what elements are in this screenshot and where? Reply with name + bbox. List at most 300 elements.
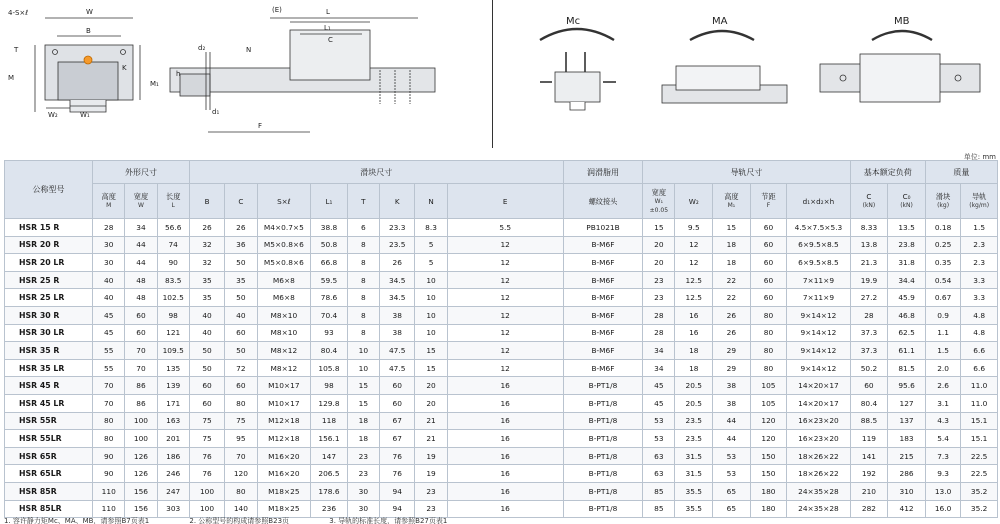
label-l1: L₁ [324,24,331,32]
table-cell: 26 [379,254,414,272]
table-cell: 0.9 [925,306,960,324]
table-cell: 10 [347,342,379,360]
table-cell: 29 [713,342,751,360]
table-cell: 15.1 [961,412,998,430]
table-cell: B-PT1/8 [563,482,643,500]
table-cell: 35.2 [961,482,998,500]
table-cell: 109.5 [157,342,189,360]
table-cell: 31.5 [675,465,713,483]
table-cell: 6 [347,219,379,237]
spec-table [4,160,998,518]
table-cell: 412 [888,500,926,518]
table-cell: 80 [93,412,125,430]
table-cell: 186 [157,447,189,465]
table-cell: 35.5 [675,500,713,518]
table-cell: 35.2 [961,500,998,518]
table-cell: 45 [643,394,675,412]
table-cell: 2.3 [961,236,998,254]
table-cell: 100 [125,430,157,448]
table-cell: 34 [125,219,157,237]
col-cdyn: C (kN) [850,184,888,219]
table-cell: 15 [713,219,751,237]
table-cell: 20 [643,236,675,254]
drawing-divider [492,0,493,148]
table-row [5,377,998,395]
table-cell: 0.25 [925,236,960,254]
table-cell: 67 [379,430,414,448]
table-cell: 40 [189,324,224,342]
table-cell: 11.0 [961,394,998,412]
table-cell: 12 [447,254,563,272]
table-cell: 35.5 [675,482,713,500]
table-cell: 44 [713,430,751,448]
table-cell: 50 [189,342,224,360]
table-cell: 81.5 [888,359,926,377]
header-block: 滑块尺寸 [189,161,563,184]
header-outer: 外形尺寸 [93,161,190,184]
table-cell: 236 [311,500,348,518]
table-cell: 36 [225,236,257,254]
table-cell: 23 [415,500,447,518]
model-cell: HSR 45 R [5,377,93,395]
spec-table-body [5,219,998,518]
table-cell: 60 [379,377,414,395]
table-cell: 23 [643,289,675,307]
table-cell: 119 [850,430,888,448]
label-k: K [122,64,127,72]
table-cell: B-M6F [563,359,643,377]
table-cell: 9.5 [675,219,713,237]
table-cell: 27.2 [850,289,888,307]
table-cell: 80 [225,482,257,500]
table-cell: 20 [415,394,447,412]
table-cell: 50.8 [311,236,348,254]
table-cell: 26 [713,324,751,342]
table-cell: 210 [850,482,888,500]
table-cell: 47.5 [379,359,414,377]
model-cell: HSR 30 R [5,306,93,324]
table-cell: 127 [888,394,926,412]
table-cell: M10×17 [257,377,311,395]
table-cell: 3.1 [925,394,960,412]
table-cell: 1.5 [961,219,998,237]
table-cell: 16 [447,412,563,430]
table-cell: 12.5 [675,271,713,289]
table-cell: 5.5 [447,219,563,237]
table-cell: 215 [888,447,926,465]
table-cell: 18 [675,359,713,377]
table-cell: 140 [225,500,257,518]
table-cell: 8 [347,289,379,307]
table-cell: 30 [347,482,379,500]
table-cell: 120 [750,412,787,430]
col-rail-height: 高度 M₁ [713,184,751,219]
table-cell: M5×0.8×6 [257,236,311,254]
table-cell: 59.5 [311,271,348,289]
table-cell: 38 [713,394,751,412]
table-cell: 23.3 [379,219,414,237]
table-cell: 37.3 [850,324,888,342]
table-cell: 0.18 [925,219,960,237]
table-cell: 28 [850,306,888,324]
table-row [5,412,998,430]
table-row [5,394,998,412]
model-cell: HSR 65R [5,447,93,465]
table-cell: 60 [125,306,157,324]
table-cell: 23.5 [675,430,713,448]
table-cell: M6×8 [257,271,311,289]
label-f: F [258,122,263,130]
col-width: 宽度 W [125,184,157,219]
table-cell: 18 [713,236,751,254]
table-cell: 88.5 [850,412,888,430]
table-cell: M18×25 [257,500,311,518]
table-cell: 110 [93,482,125,500]
table-cell: 70 [93,377,125,395]
table-cell: 38 [713,377,751,395]
table-cell: 15 [347,377,379,395]
table-cell: 7×11×9 [787,289,850,307]
table-cell: 100 [125,412,157,430]
table-cell: 12 [447,342,563,360]
table-cell: 46.8 [888,306,926,324]
table-cell: 18 [347,430,379,448]
table-cell: 26 [189,219,224,237]
table-cell: 10 [415,289,447,307]
table-cell: 156 [125,500,157,518]
table-cell: 50 [225,254,257,272]
label-w1: W₁ [80,111,90,119]
table-cell: 18 [713,254,751,272]
table-row [5,289,998,307]
drawing-svg [0,0,1000,150]
col-c: C [225,184,257,219]
moment-mc-drawing [540,29,616,110]
col-n: N [415,184,447,219]
table-cell: 4.8 [961,324,998,342]
table-cell: 13.0 [925,482,960,500]
table-cell: B-PT1/8 [563,377,643,395]
table-cell: 24×35×28 [787,482,850,500]
table-cell: 23 [415,482,447,500]
table-cell: 20.5 [675,394,713,412]
table-cell: 12 [447,359,563,377]
label-b: B [86,27,91,35]
table-cell: 12 [447,289,563,307]
col-rail-width: 宽度 W₁ ±0.05 [643,184,675,219]
header-lube: 润滑脂用 [563,161,643,184]
table-cell: 90 [93,465,125,483]
table-cell: 60 [750,236,787,254]
table-cell: 70 [93,394,125,412]
col-b: B [189,184,224,219]
table-cell: B-M6F [563,254,643,272]
table-cell: B-M6F [563,289,643,307]
col-pitch: 节距 F [750,184,787,219]
col-rail-mass: 导轨 (kg/m) [961,184,998,219]
table-cell: 13.8 [850,236,888,254]
table-cell: 60 [750,219,787,237]
table-cell: 156 [125,482,157,500]
table-cell: 78.6 [311,289,348,307]
table-cell: M12×18 [257,430,311,448]
table-row [5,254,998,272]
table-cell: 80 [750,324,787,342]
table-cell: 19.9 [850,271,888,289]
table-cell: 23.5 [675,412,713,430]
table-cell: 94 [379,482,414,500]
col-height: 高度 M [93,184,125,219]
table-cell: 40 [93,271,125,289]
table-cell: 53 [713,447,751,465]
label-l: L [326,8,330,16]
table-cell: 93 [311,324,348,342]
table-cell: 8 [347,254,379,272]
table-cell: 80 [93,430,125,448]
moment-mb-drawing [820,31,980,102]
table-cell: 48 [125,271,157,289]
table-cell: 1.1 [925,324,960,342]
model-cell: HSR 25 R [5,271,93,289]
table-cell: 86 [125,394,157,412]
table-cell: 34 [643,342,675,360]
table-cell: B-M6F [563,342,643,360]
table-cell: 16 [447,447,563,465]
table-cell: 95 [225,430,257,448]
table-cell: 6.6 [961,342,998,360]
table-cell: 38 [379,324,414,342]
table-cell: 16 [447,482,563,500]
table-cell: 310 [888,482,926,500]
table-cell: 8.33 [850,219,888,237]
table-cell: 12 [675,236,713,254]
table-cell: 120 [750,430,787,448]
header-load: 基本额定负荷 [850,161,925,184]
table-cell: 45 [93,324,125,342]
table-row [5,465,998,483]
table-cell: 18×26×22 [787,447,850,465]
table-cell: 3.3 [961,289,998,307]
table-cell: 150 [750,447,787,465]
footnote-3: 3. 导轨的标准长度，请参照B27页表1 [329,517,448,524]
table-cell: 44 [125,236,157,254]
col-d: d₁×d₂×h [787,184,850,219]
model-cell: HSR 45 LR [5,394,93,412]
table-cell: 15 [415,359,447,377]
table-row [5,482,998,500]
table-cell: 9×14×12 [787,342,850,360]
table-row [5,271,998,289]
table-cell: 31.8 [888,254,926,272]
table-cell: 30 [93,254,125,272]
table-cell: 201 [157,430,189,448]
table-cell: 8 [347,306,379,324]
table-cell: 156.1 [311,430,348,448]
table-cell: 12 [675,254,713,272]
table-cell: B-PT1/8 [563,430,643,448]
table-cell: 139 [157,377,189,395]
table-cell: 98 [157,306,189,324]
table-cell: 19 [415,447,447,465]
table-cell: 50.2 [850,359,888,377]
table-cell: 35 [189,289,224,307]
model-cell: HSR 35 LR [5,359,93,377]
table-cell: 15.1 [961,430,998,448]
table-cell: 180 [750,482,787,500]
table-cell: 10 [415,271,447,289]
table-cell: 80.4 [850,394,888,412]
table-row [5,236,998,254]
table-cell: 56.6 [157,219,189,237]
table-cell: 4.5×7.5×5.3 [787,219,850,237]
header-mass: 质量 [925,161,997,184]
table-cell: 20 [415,377,447,395]
table-cell: M10×17 [257,394,311,412]
table-cell: 247 [157,482,189,500]
label-e: (E) [272,6,282,14]
table-cell: 75 [225,412,257,430]
footnote-1: 1. 容许静力矩Mc、MA、MB，请参照B7页表1 [4,517,150,524]
model-cell: HSR 25 LR [5,289,93,307]
table-cell: 16 [447,465,563,483]
table-cell: 12 [447,271,563,289]
model-cell: HSR 55LR [5,430,93,448]
label-mb: MB [894,16,910,27]
table-cell: 18×26×22 [787,465,850,483]
table-cell: 102.5 [157,289,189,307]
table-cell: 63 [643,465,675,483]
table-cell: 15 [415,342,447,360]
table-cell: 10 [347,359,379,377]
table-cell: 47.5 [379,342,414,360]
unit-note: 单位: mm [963,153,996,161]
label-d2: d₂ [198,44,206,52]
table-cell: 76 [379,465,414,483]
table-cell: 246 [157,465,189,483]
col-block-mass: 滑块 (kg) [925,184,960,219]
table-cell: 55 [93,342,125,360]
table-cell: 48 [125,289,157,307]
table-cell: 2.3 [961,254,998,272]
table-cell: 26 [225,219,257,237]
table-cell: M16×20 [257,465,311,483]
table-cell: 147 [311,447,348,465]
col-cstat: C₀ (kN) [888,184,926,219]
col-k: K [379,184,414,219]
table-cell: 38 [379,306,414,324]
table-cell: 80 [750,342,787,360]
table-cell: 14×20×17 [787,377,850,395]
header-rail: 导轨尺寸 [643,161,850,184]
table-cell: 95.6 [888,377,926,395]
table-cell: 21 [415,430,447,448]
table-cell: 9×14×12 [787,359,850,377]
label-m1: M₁ [150,80,159,88]
table-cell: M18×25 [257,482,311,500]
table-cell: 100 [189,500,224,518]
table-cell: 44 [713,412,751,430]
table-cell: 2.6 [925,377,960,395]
table-cell: 12 [447,306,563,324]
model-cell: HSR 55R [5,412,93,430]
table-cell: 37.3 [850,342,888,360]
table-cell: 65 [713,482,751,500]
table-cell: 0.54 [925,271,960,289]
table-cell: M8×10 [257,324,311,342]
model-cell: HSR 35 R [5,342,93,360]
table-cell: 23.5 [379,236,414,254]
table-cell: 76 [379,447,414,465]
table-cell: 118 [311,412,348,430]
table-cell: 163 [157,412,189,430]
table-cell: 121 [157,324,189,342]
table-cell: 60 [379,394,414,412]
table-cell: 30 [93,236,125,254]
label-n: N [246,46,252,54]
table-cell: 16 [675,306,713,324]
table-cell: 40 [225,306,257,324]
table-cell: 5 [415,254,447,272]
table-cell: 60 [189,377,224,395]
table-cell: 303 [157,500,189,518]
table-cell: 29 [713,359,751,377]
table-cell: 171 [157,394,189,412]
table-cell: 38.8 [311,219,348,237]
table-cell: 12 [447,324,563,342]
table-cell: 9×14×12 [787,306,850,324]
table-cell: 53 [643,412,675,430]
table-cell: 45 [93,306,125,324]
table-row [5,219,998,237]
table-cell: 15 [347,394,379,412]
col-lube: 螺纹接头 [563,184,643,219]
table-cell: 62.5 [888,324,926,342]
table-cell: 85 [643,500,675,518]
table-cell: 11.0 [961,377,998,395]
table-cell: 44 [125,254,157,272]
footnote-2: 2. 公称型号的构成请参照B23页 [189,517,290,524]
label-h: h [176,70,181,78]
table-cell: 60 [189,394,224,412]
table-cell: 126 [125,447,157,465]
table-cell: 13.5 [888,219,926,237]
table-cell: 23 [643,271,675,289]
table-cell: 129.8 [311,394,348,412]
table-cell: 66.8 [311,254,348,272]
table-cell: 35 [225,271,257,289]
model-cell: HSR 65LR [5,465,93,483]
table-cell: 85 [643,482,675,500]
table-cell: 110 [93,500,125,518]
table-cell: PB1021B [563,219,643,237]
drawing-area [0,0,1000,150]
table-cell: B-M6F [563,236,643,254]
model-cell: HSR 85R [5,482,93,500]
table-cell: B-PT1/8 [563,500,643,518]
label-holes: 4-S×ℓ [8,9,29,17]
table-cell: 61.1 [888,342,926,360]
col-w2: W₂ [675,184,713,219]
table-cell: B-PT1/8 [563,465,643,483]
col-e: E [447,184,563,219]
table-cell: M8×12 [257,342,311,360]
table-cell: 183 [888,430,926,448]
table-cell: 34.5 [379,271,414,289]
table-cell: 55 [93,359,125,377]
table-cell: 12 [447,236,563,254]
table-cell: 65 [713,500,751,518]
table-cell: 16×23×20 [787,430,850,448]
